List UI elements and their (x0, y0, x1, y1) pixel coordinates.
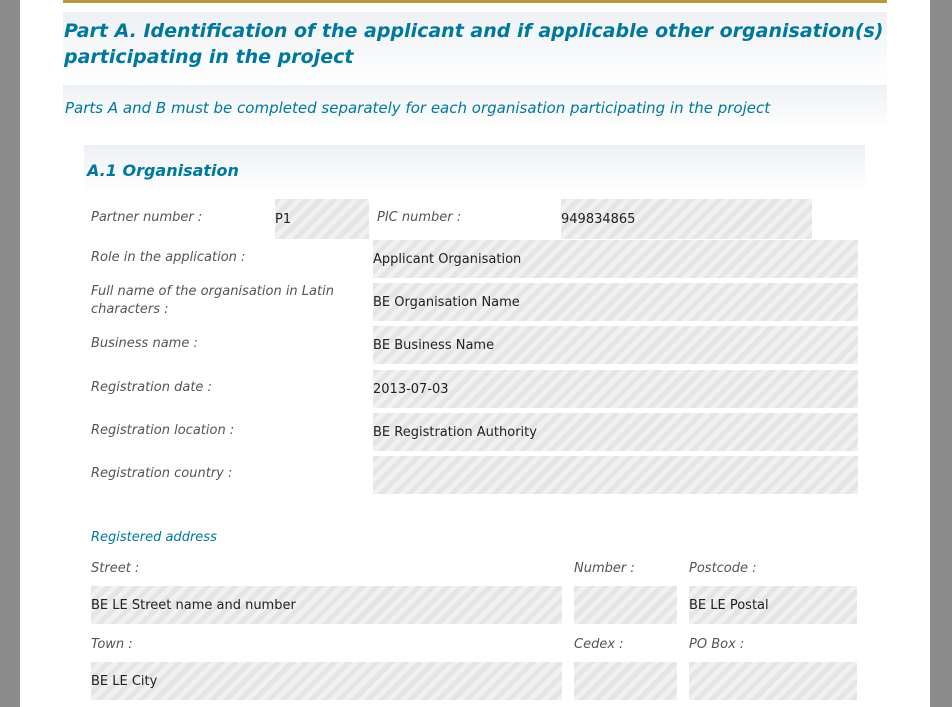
registration-date-label: Registration date : (91, 380, 212, 395)
street-field[interactable]: BE LE Street name and number (91, 586, 562, 624)
business-name-field[interactable]: BE Business Name (373, 326, 858, 364)
registration-location-field[interactable]: BE Registration Authority (373, 413, 858, 451)
po-box-field[interactable] (689, 662, 857, 700)
role-label: Role in the application : (91, 250, 246, 265)
postcode-label: Postcode : (689, 561, 757, 576)
cedex-field[interactable] (574, 662, 677, 700)
part-a-title: Part A. Identification of the applicant and if applicable other organisation(s) participating in the project (64, 20, 884, 68)
full-name-label: Full name of the organisation in Latin characters : (91, 284, 334, 317)
registration-date-field[interactable]: 2013-07-03 (373, 370, 858, 408)
street-label: Street : (91, 561, 140, 576)
cedex-label: Cedex : (574, 637, 624, 652)
pic-number-label: PIC number : (377, 210, 462, 225)
po-box-label: PO Box : (689, 637, 745, 652)
form-page (20, 0, 930, 707)
partner-number-field[interactable]: P1 (275, 199, 369, 239)
number-field[interactable] (574, 586, 677, 624)
section-a1-header (84, 145, 865, 193)
town-field[interactable]: BE LE City (91, 662, 562, 700)
registration-country-label: Registration country : (91, 466, 233, 481)
part-a-header (63, 12, 887, 84)
role-field[interactable]: Applicant Organisation (373, 240, 858, 278)
part-a-subheader (63, 85, 887, 131)
part-a-subtitle: Parts A and B must be completed separately for each organisation participating in the project (65, 99, 771, 117)
partner-number-label: Partner number : (91, 210, 203, 225)
pic-number-field[interactable]: 949834865 (561, 199, 812, 239)
registration-location-label: Registration location : (91, 423, 235, 438)
town-label: Town : (91, 637, 133, 652)
business-name-label: Business name : (91, 336, 198, 351)
registration-country-field[interactable] (373, 456, 858, 494)
number-label: Number : (574, 561, 635, 576)
full-name-field[interactable]: BE Organisation Name (373, 283, 858, 321)
postcode-field[interactable]: BE LE Postal (689, 586, 857, 624)
section-a1-title: A.1 Organisation (87, 161, 239, 180)
top-accent-bar (63, 0, 887, 3)
registered-address-heading: Registered address (91, 530, 217, 545)
